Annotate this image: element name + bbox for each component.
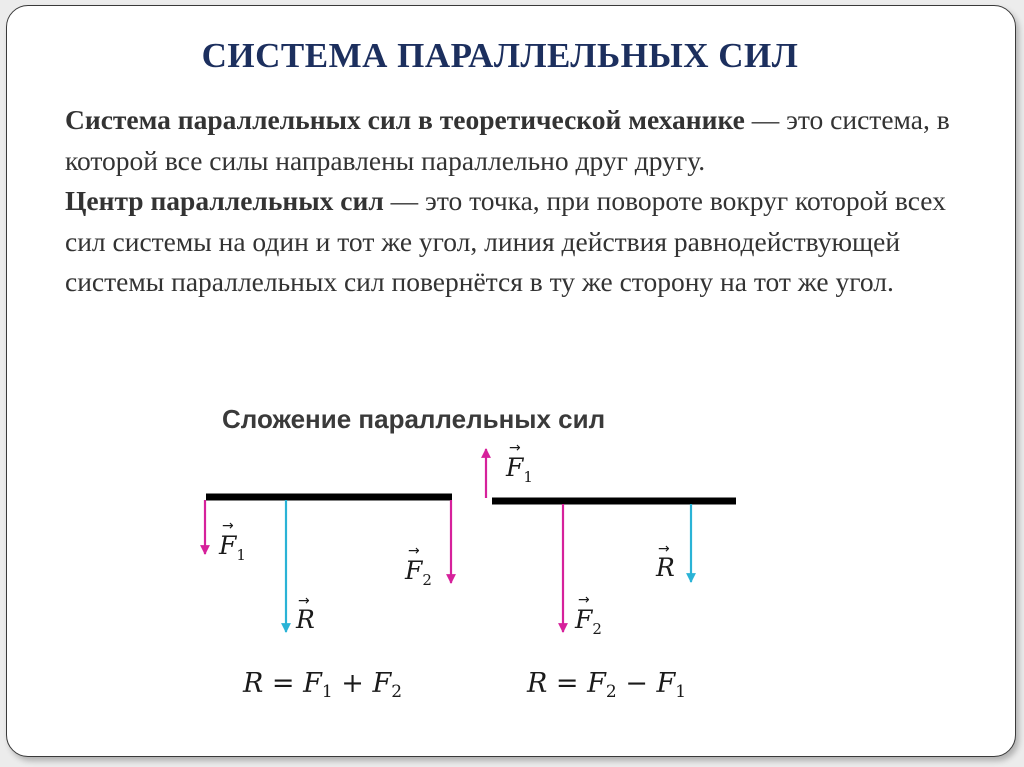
definition-2-text: — это точка, при повороте вокруг которой всех сил системы на один и тот же угол, линия действия равнодействующей системы параллельных сил повернётся в ту же сторону на тот же угол. — [65, 185, 946, 297]
left-f2-vector-arrow: → — [408, 543, 420, 559]
slide-title: СИСТЕМА ПАРАЛЛЕЛЬНЫХ СИЛ — [201, 36, 799, 75]
left-formula: $R = F_1 + F_2$ — [243, 668, 403, 702]
right-r-label: R — [656, 553, 675, 582]
left-r-label: R — [296, 605, 315, 634]
left-f1-vector-arrow: → — [222, 518, 234, 534]
left-r-vector-arrow: → — [298, 593, 310, 609]
right-f1-vector-arrow: → — [509, 440, 521, 456]
definition-1-term: Система параллельных сил в теоретической механике — [65, 104, 745, 135]
right-f2-vector-arrow: → — [578, 592, 590, 608]
right-f1-label: $F_1$ — [506, 453, 533, 486]
right-formula: $R = F_2 - F_1$ — [527, 668, 687, 702]
definition-1-text: — это система, в которой все силы направлены параллельно друг другу. — [65, 104, 950, 176]
right-f2-label: $F_2$ — [575, 605, 602, 638]
figure-title: Сложение параллельных сил — [222, 404, 606, 434]
left-f1-label: $F_1$ — [219, 531, 246, 564]
definition-2-term: Центр параллельных сил — [65, 185, 384, 216]
left-f2-label: $F_2$ — [405, 556, 432, 589]
right-r-vector-arrow: → — [658, 541, 670, 557]
